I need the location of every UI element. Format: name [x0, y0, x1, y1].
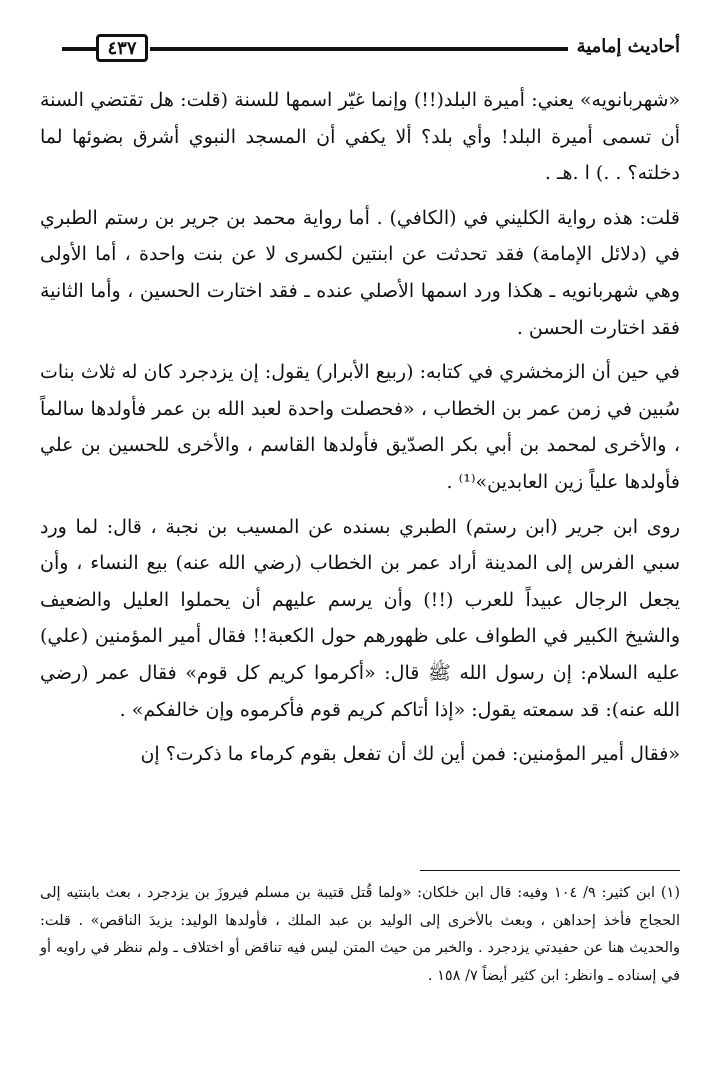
- paragraph: روى ابن جرير (ابن رستم) الطبري بسنده عن المسيب بن نجبة ، قال: لما ورد سبي الفرس إلى المدينة أراد عمر بن الخطاب (رضي الله عنه) بيع النساء ، وأن يجعل الرجال عبيداً للعرب (!!) وأن يرسم عليهم أن يحملوا العليل والضعيف والشيخ الكبير في الطواف على ظهورهم حول الكعبة!! فقال أمير المؤمنين (علي) عليه السلام: إن رسول الله ﷺ قال: «أكرموا كريم كل قوم» فقال عمر (رضي الله عنه): قد سمعته يقول: «إذا أتاكم كريم قوم فأكرموه وإن خالفكم» .: [40, 515, 680, 721]
- header-rule-left: [62, 47, 96, 51]
- footnote: (١) ابن كثير: ٩/ ١٠٤ وفيه: قال ابن خلكان: «ولما قُتل قتيبة بن مسلم فيروزَ بن يزدجرد ، بعث بابنتيه إلى الحجاج فأخذ إحداهن ، وبعث بالأخرى إلى الوليد بن عبد الملك ، فأولدها الوليد: يزيدَ الناقص» . قلت: والحديث هنا عن حفيدتي يزدجرد . والخبر من حيث المتن ليس فيه تناقض أو اختلاف ـ ولم ننظر في راويه أو في إسناده ـ وانظر: ابن كثير أيضاً ٧/ ١٥٨ .: [40, 885, 680, 984]
- paragraph: في حين أن الزمخشري في كتابه: (ربيع الأبرار) يقول: إن يزدجرد كان له ثلاث بنات سُبين في زمن عمر بن الخطاب ، «فحصلت واحدة لعبد الله بن عمر فأولدها سالماً ، والأخرى لمحمد بن أبي بكر الصدّيق فأولدها القاسم ، والأخرى للحسين بن علي فأولدها علياً زين العابدين»⁽¹⁾ .: [40, 361, 680, 493]
- paragraph: قلت: هذه رواية الكليني في (الكافي) . أما رواية محمد بن جرير بن رستم الطبري في (دلائل الإمامة) فقد تحدثت عن ابنتين لكسرى لا عن بنت واحدة ، أما الأولى وهي شهربانويه ـ هكذا ورد اسمها الأصلي عنده ـ فقد اختارت الحسين ، وأما الثانية فقد اختارت الحسن .: [40, 206, 680, 339]
- paragraph: «شهربانويه» يعني: أميرة البلد(!!) وإنما غيّر اسمها للسنة (قلت: هل تقتضي السنة أن تسمى أميرة البلد! وأي بلد؟ ألا يكفي أن المسجد النبوي أشرق بضوئها لما دخلته؟ . .) ا .هـ .: [40, 89, 680, 185]
- body-text: [40, 82, 680, 781]
- header-rule: [150, 47, 568, 51]
- paragraph: «فقال أمير المؤمنين: فمن أين لك أن تفعل بقوم كرماء ما ذكرت؟ إن: [140, 743, 680, 766]
- running-title: أحاديث إمامية: [576, 36, 680, 57]
- page-number: ٤٣٧: [96, 34, 148, 62]
- page-header: [40, 30, 680, 70]
- footnote-divider: [420, 870, 680, 871]
